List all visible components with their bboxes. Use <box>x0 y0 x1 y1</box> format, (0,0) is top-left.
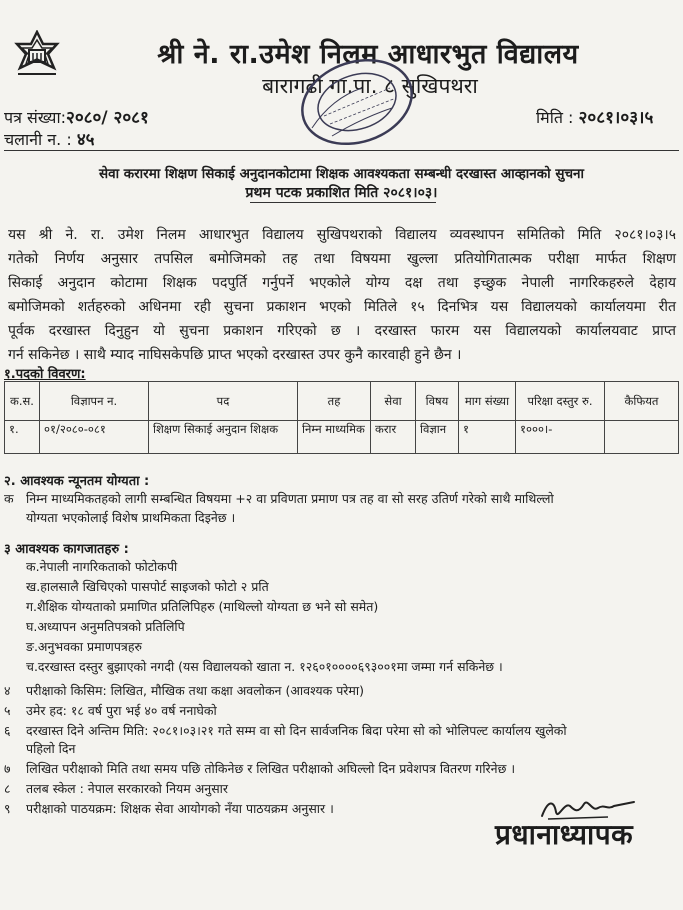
section1-heading: १.पदको विवरण: <box>4 367 86 382</box>
list-item: ख.हालसालै खिचिएको पासपोर्ट साइजको फोटो २ प्रति <box>26 579 269 594</box>
list-item: घ.अध्यापन अनुमतिपत्रको प्रतिलिपि <box>26 619 185 634</box>
table-cell: शिक्षण सिकाई अनुदान शिक्षक <box>149 421 298 454</box>
column-header: कैफियत <box>605 382 679 421</box>
list-item: परीक्षाको पाठयक्रम: शिक्षक सेवा आयोगको नँया पाठयक्रम अनुसार । <box>26 801 334 816</box>
item-number: ७ <box>4 761 11 776</box>
dispatch-number <box>4 127 95 150</box>
dispatch-label: चलानी न. : <box>4 130 72 149</box>
item-number: ४ <box>4 683 11 698</box>
column-header: सेवा <box>371 382 416 421</box>
date <box>536 105 653 128</box>
subtitle-underline <box>250 202 436 203</box>
table-header-row <box>5 382 679 421</box>
round-school-stamp <box>292 58 422 150</box>
paragraph-line: यस श्री ने. रा. उमेश निलम आधारभुत विद्यालय सुखिपथराको विद्यालय व्यवस्थापन समितिको मिति २०८१।०३।५ <box>8 227 676 243</box>
section3-heading: ३ आवश्यक कागजातहरु : <box>4 542 129 557</box>
dispatch-value: ४५ <box>76 130 95 150</box>
column-header: पद <box>149 382 298 421</box>
list-item: लिखित परीक्षाको मिति तथा समय पछि तोकिनेछ र लिखित परीक्षाको अघिल्लो दिन प्रवेशपत्र वितरण गरिनेछ । <box>26 761 516 776</box>
date-value: २०८१।०३।५ <box>578 108 654 128</box>
item-number: ६ <box>4 723 11 738</box>
reference-value: २०८०/ २०८१ <box>66 108 149 128</box>
table-cell: निम्न माध्यमिक <box>298 421 371 454</box>
section2-heading: २. आवश्यक न्यूनतम योग्यता : <box>4 474 150 489</box>
school-address: बारागढी गा.पा. ८ सुखिपथरा <box>262 74 478 98</box>
paragraph-line: पूर्वक दरखास्त दिनुहुन यो सुचना प्रकाशन गरिएको छ । दरखास्त फारम यस विद्यालयको कार्यालयवाट प्राप्त <box>8 323 676 339</box>
list-item: दरखास्त दिने अन्तिम मिति: २०८१।०३।२१ गते सम्म वा सो दिन सार्वजनिक बिदा परेमा सो को भोलिपल्ट कार्यालय खुलेको <box>26 723 567 738</box>
nepal-emblem-star-icon <box>12 30 62 82</box>
item-number: ५ <box>4 703 11 718</box>
list-item: ङ.अनुभवका प्रमाणपत्रहरु <box>26 639 142 654</box>
table-cell: विज्ञान <box>416 421 459 454</box>
paragraph-line: गतेको निर्णय अनुसार तपसिल बमोजिमको तह तथा विषयमा खुल्ला प्रतियोगितात्मक परीक्षा मार्फत शिक्षण <box>8 251 676 267</box>
table-cell <box>605 421 679 454</box>
paragraph-line: बमोजिमको शर्तहरुको अधिनमा रही सुचना प्रकाशन भएको मितिले १५ दिनभित्र यस विद्यालयको कार्यालयमा रीत <box>8 299 676 315</box>
table-cell: १ <box>459 421 516 454</box>
item-number: ९ <box>4 801 11 816</box>
column-header: विषय <box>416 382 459 421</box>
reference-number <box>4 105 149 128</box>
column-header: परिक्षा दस्तुर रु. <box>516 382 605 421</box>
table-cell: करार <box>371 421 416 454</box>
paragraph-line: गर्न सकिनेछ । साथै म्याद नाघिसकेपछि प्राप्त भएको दरखास्त उपर कुनै कारवाही हुने छैन । <box>8 347 462 363</box>
school-name: श्री ने. रा.उमेश निलम आधारभुत विद्यालय <box>157 39 579 70</box>
list-item: उमेर हद: १८ वर्ष पुरा भई ४० वर्ष ननाघेको <box>26 703 217 718</box>
notice-title: सेवा करारमा शिक्षण सिकाई अनुदानकोटामा शिक्षक आवश्यकता सम्बन्धी दरखास्त आव्हानको सुचना <box>98 166 585 182</box>
post-details-table <box>4 381 679 454</box>
item-number: ८ <box>4 781 11 796</box>
table-row <box>5 421 679 454</box>
paragraph-line: सिकाई अनुदान कोटामा शिक्षक पदपुर्ति गर्नुपर्ने भएकोले योग्य दक्ष तथा इच्छुक नेपाली नागरिकहरुले देहाय <box>8 275 676 291</box>
date-label: मिति : <box>536 108 574 127</box>
section2-marker: क <box>4 491 14 506</box>
table-cell: १०००।- <box>516 421 605 454</box>
list-item: क.नेपाली नागरिकताको फोटोकपी <box>26 559 178 574</box>
table-cell: ०१/२०८०-०८१ <box>40 421 149 454</box>
table-cell: १. <box>5 421 40 454</box>
principal-title: प्रधानाध्यापक <box>495 818 634 851</box>
section2-line: निम्न माध्यमिकतहको लागी सम्बन्धित विषयमा +२ वा प्रविणता प्रमाण पत्र तह वा सो सरह उतिर्ण गरेको साथै माथिल्लो <box>26 491 554 506</box>
list-item: च.दरखास्त दस्तुर बुझाएको नगदी (यस विद्यालयको खाता न. १२६०१००००६९३००१मा जम्मा गर्न सकिनेछ । <box>26 659 503 674</box>
column-header: माग संख्या <box>459 382 516 421</box>
column-header: विज्ञापन न. <box>40 382 149 421</box>
list-item: ग.शैक्षिक योग्यताको प्रमाणित प्रतिलिपिहरु (माथिल्लो योग्यता छ भने सो समेत) <box>26 599 379 614</box>
column-header: क.स. <box>5 382 40 421</box>
column-header: तह <box>298 382 371 421</box>
notice-subtitle: प्रथम पटक प्रकाशित मिति २०८१।०३। <box>245 185 438 201</box>
list-item: पहिलो दिन <box>26 741 76 756</box>
section2-line: योग्यता भएकोलाई विशेष प्राथमिकता दिइनेछ । <box>26 510 236 525</box>
list-item: परीक्षाको किसिम: लिखित, मौखिक तथा कक्षा अवलोकन (आवश्यक परेमा) <box>26 683 365 698</box>
header-divider <box>4 150 679 151</box>
list-item: तलब स्केल : नेपाल सरकारको नियम अनुसार <box>26 781 229 796</box>
reference-label: पत्र संख्या: <box>4 108 66 127</box>
